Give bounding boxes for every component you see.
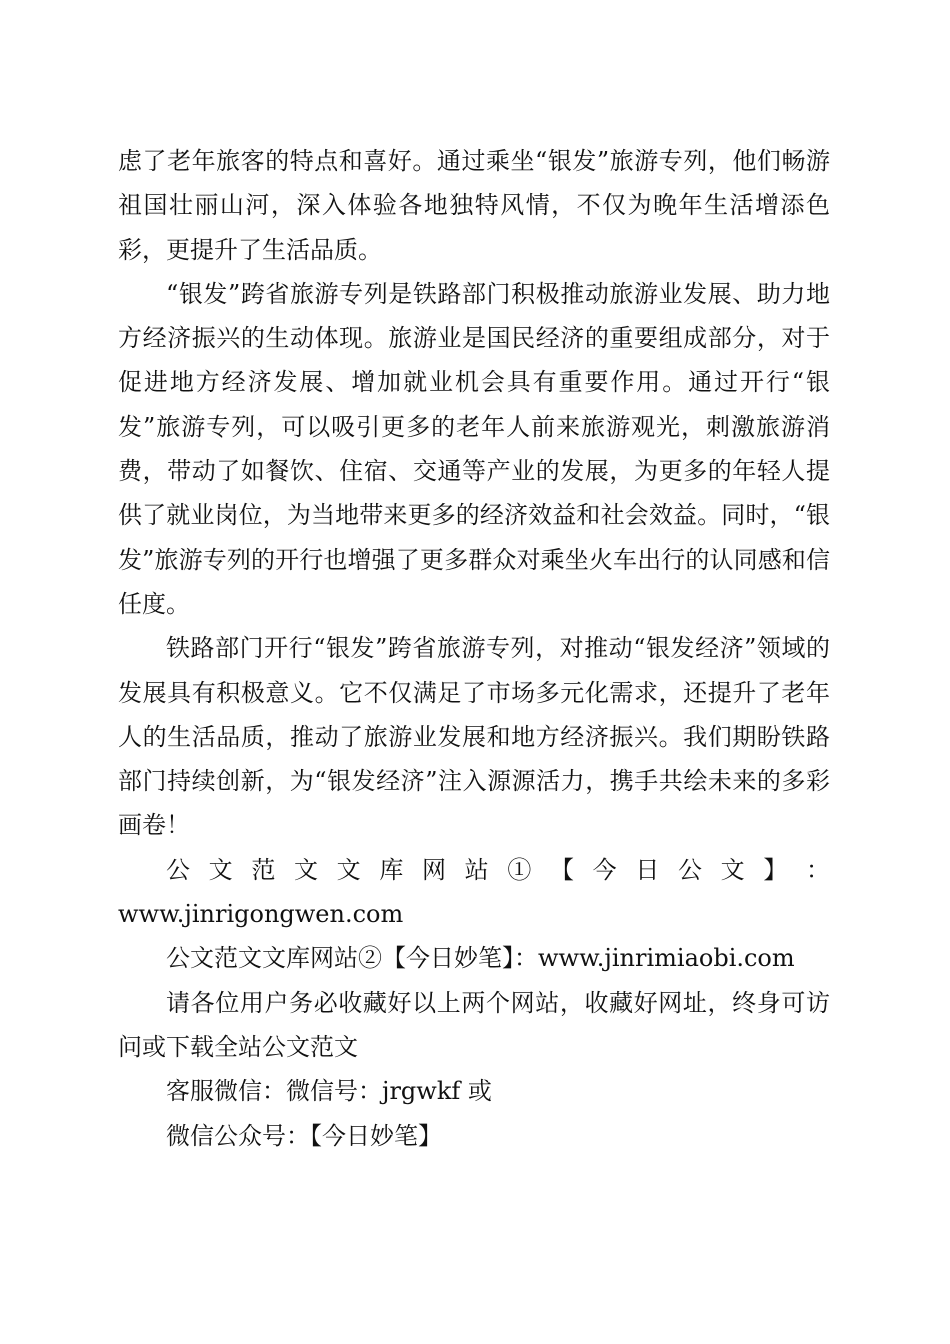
site2-url[interactable]: www.jinrimiaobi.com (538, 944, 795, 973)
wechat-id: jrgwkf (382, 1077, 461, 1106)
footer-site2 (118, 936, 830, 980)
footer-wechat (118, 1069, 830, 1113)
wechat-label: 客服微信：微信号： (166, 1077, 382, 1106)
paragraph-2: “银发”跨省旅游专列是铁路部门积极推动旅游业发展、助力地方经济振兴的生动体现。旅游业是国民经济的重要组成部分，对于促进地方经济发展、增加就业机会具有重要作用。通过开行“银发”旅游专列，可以吸引更多的老年人前来旅游观光，刺激旅游消费，带动了如餐饮、住宿、交通等产业的发展，为更多的年轻人提供了就业岗位，为当地带来更多的经济效益和社会效益。同时，“银发”旅游专列的开行也增强了更多群众对乘坐火车出行的认同感和信任度。 (118, 279, 830, 618)
paragraph-3: 铁路部门开行“银发”跨省旅游专列，对推动“银发经济”领域的发展具有积极意义。它不仅满足了市场多元化需求，还提升了老年人的生活品质，推动了旅游业发展和地方经济振兴。我们期盼铁路部门持续创新，为“银发经济”注入源源活力，携手共绘未来的多彩画卷！ (118, 634, 830, 840)
site2-label: 公文范文文库网站②【今日妙笔】： (166, 944, 538, 973)
footer-official-account: 微信公众号：【今日妙笔】 (166, 1121, 442, 1150)
document-body (118, 139, 830, 1158)
site1-label: 公 文 范 文 文 库 网 站 ① 【 今 日 公 文 】 ： (166, 855, 830, 884)
site1-url[interactable]: www.jinrigongwen.com (118, 900, 404, 929)
footer-notice: 请各位用户务必收藏好以上两个网站，收藏好网址，终身可访问或下载全站公文范文 (118, 988, 830, 1061)
paragraph-1: 虑了老年旅客的特点和喜好。通过乘坐“银发”旅游专列，他们畅游祖国壮丽山河，深入体验各地独特风情，不仅为晚年生活增添色彩，更提升了生活品质。 (118, 147, 830, 264)
wechat-suffix: 或 (460, 1077, 492, 1106)
footer-site1 (118, 848, 830, 937)
